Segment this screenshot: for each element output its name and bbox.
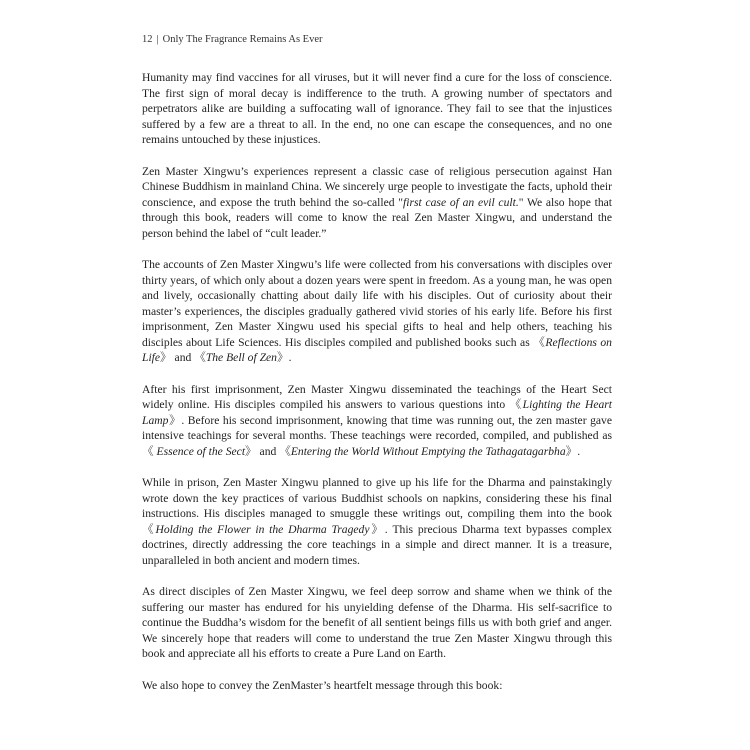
title-bracket-open: 《 [509,398,523,411]
paragraph-1: Humanity may find vaccines for all viruses, but it will never find a cure for the loss of conscience. The first sign of moral decay is indifference to the truth. A growing number of spectators and perpetrators alike are building a suffocating wall of ignorance. They fail to see that the injustices suffered by a few are a threat to all. In the end, no one can escape the consequences, and no one remains untouched by these injustices. [142,71,612,146]
title-bracket-close: 》 [369,522,385,536]
paragraph-4-text-middle: . Before his second imprisonment, knowing that time was running out, the zen master gave intensive teachings for several months. These teachings were recorded, compiled, and published as [142,413,612,442]
book-title-reference: Holding the Flower in the Dharma Tragedy [155,522,370,536]
title-bracket-open: 《 [533,335,546,349]
paragraph-4 [142,382,612,460]
title-bracket-close: 》 [245,444,257,458]
running-header [142,34,323,45]
title-bracket-close: 》 [565,444,578,458]
paragraph-2-text-end: " We also hope that through this book, readers will come to know the real Zen Master Xingwu, and understand the person behind the label of “cult leader.” [142,195,612,240]
paragraph-3-conjunction: and [171,351,195,364]
quoted-phrase: first case of an evil cult. [403,195,519,209]
title-bracket-open: 《 [142,522,156,536]
paragraph-2 [142,164,612,242]
paragraph-5-text-end: . This precious Dharma text bypasses complex doctrines, directly addressing the core teachings in a simple and direct manner. It is a treasure, unparalleled in both ancient and modern times. [142,522,612,567]
paragraph-7: We also hope to convey the ZenMaster’s heartfelt message through this book: [142,678,503,692]
title-bracket-close: 》 [168,413,182,427]
title-bracket-open: 《 [194,351,206,364]
book-title-reference: Entering the World Without Emptying the Tathagatagarbha [290,444,566,458]
paragraph-2-text: Zen Master Xingwu’s experiences represent a classic case of religious persecution against Han Chinese Buddhism in mainland China. We sincerely urge people to investigate the facts, uphold their conscience, and expose the truth behind the so-called " [142,164,612,209]
paragraph-3-text: The accounts of Zen Master Xingwu’s life were collected from his conversations with disciples over thirty years, of which only about a dozen years were spent in freedom. As a young man, he was open and lively, occasionally chatting about daily life with his disciples. Out of curiosity about their master’s experiences, the disciples gradually gathered vivid stories of his early life. Before his first imprisonment, Zen Master Xingwu used his special gifts to heal and help others, teaching his disciples about Life Sciences. His disciples compiled and published books such as [142,258,612,349]
paragraph-5 [142,475,612,568]
paragraph-5-text: While in prison, Zen Master Xingwu planned to give up his life for the Dharma and painstakingly wrote down the key practices of various Buddhist schools on napkins, considering these his final instructions. His disciples managed to smuggle these writings out, compiling them into the book [142,476,612,520]
title-bracket-open: 《 [142,444,154,458]
title-bracket-close: 》 [160,351,172,364]
book-title-reference: Essence of the Sect [153,444,246,458]
title-bracket-close: 》 [276,351,289,364]
paragraph-4-text-end: . [577,444,581,458]
title-bracket-open: 《 [279,444,291,458]
header-separator: | [156,34,159,45]
paragraph-3 [142,257,612,366]
body-text [142,70,612,693]
book-title-reference: The Bell of Zen [205,351,277,364]
book-title-reference: Reflections on Life [142,335,612,364]
paragraph-4-text: After his first imprisonment, Zen Master Xingwu disseminated the teachings of the Heart Sect widely online. His disciples compiled his answers to various questions into [142,382,612,411]
book-title-reference: Lighting the Heart Lamp [142,398,612,427]
paragraph-4-conjunction: and [256,444,280,458]
paragraph-6: As direct disciples of Zen Master Xingwu, we feel deep sorrow and shame when we think of the suffering our master has endured for his unyielding defense of the Dharma. His self-sacrifice to continue the Buddha’s wisdom for the benefit of all sentient beings fills us with both grief and anger. We sincerely hope that readers will come to understand the true Zen Master Xingwu through this book and appreciate all his efforts to create a Pure Land on Earth. [142,585,612,660]
page-number: 12 [142,34,153,45]
paragraph-3-text-end: . [288,351,292,364]
book-title: Only The Fragrance Remains As Ever [162,34,323,45]
